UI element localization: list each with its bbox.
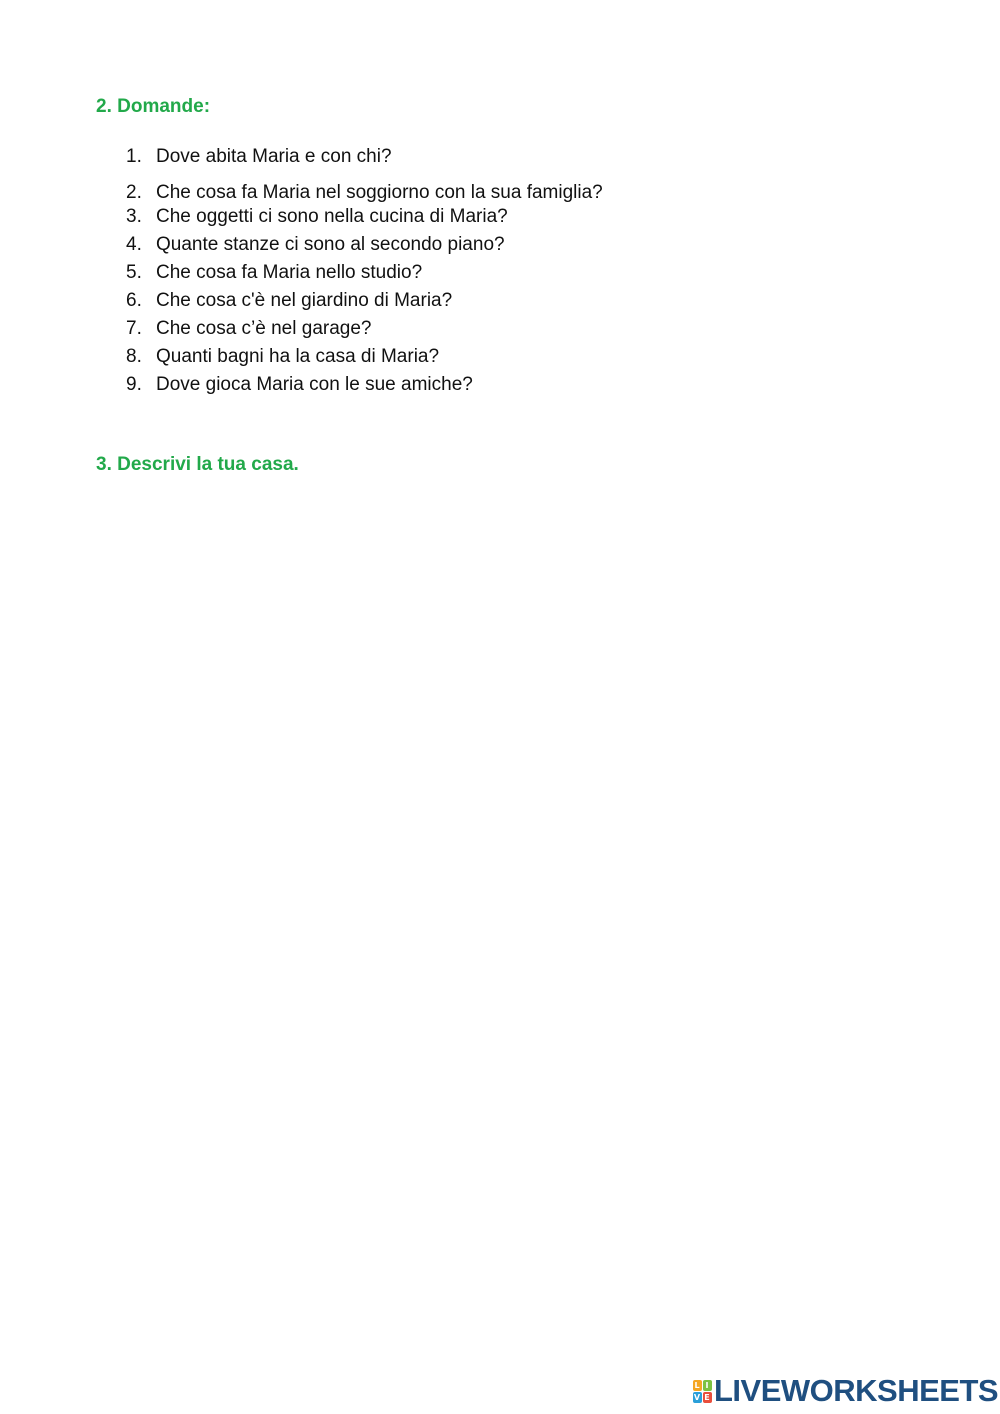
question-text: Quante stanze ci sono al secondo piano? [156, 234, 505, 255]
logo-letter-v: V [693, 1392, 701, 1402]
question-text: Che oggetti ci sono nella cucina di Maria? [156, 206, 508, 227]
question-number: 2. [126, 182, 142, 203]
logo-letter-e: E [704, 1392, 710, 1402]
question-number: 8. [126, 346, 142, 367]
logo-letter-i: I [703, 1380, 712, 1391]
section-2-heading: 2. Domande: [96, 96, 211, 117]
question-number: 6. [126, 290, 142, 311]
question-text: Quanti bagni ha la casa di Maria? [156, 346, 440, 367]
question-text: Che cosa c’è nel garage? [156, 318, 372, 339]
question-text: Che cosa fa Maria nel soggiorno con la sua famiglia? [156, 182, 603, 203]
question-number: 1. [126, 146, 142, 167]
question-number: 5. [126, 262, 142, 283]
logo-mark-icon [692, 1379, 712, 1403]
question-text: Dove abita Maria e con chi? [156, 146, 392, 167]
liveworksheets-logo [692, 1374, 998, 1408]
question-number: 4. [126, 234, 142, 255]
logo-text: LIVEWORKSHEETS [714, 1373, 999, 1408]
question-text: Che cosa c'è nel giardino di Maria? [156, 290, 453, 311]
logo-letter-l: L [694, 1380, 700, 1390]
question-text: Che cosa fa Maria nello studio? [156, 262, 423, 283]
question-number: 9. [126, 374, 142, 395]
section-3-heading: 3. Descrivi la tua casa. [96, 454, 299, 475]
question-number: 7. [126, 318, 142, 339]
question-number: 3. [126, 206, 142, 227]
question-text: Dove gioca Maria con le sue amiche? [156, 374, 473, 395]
